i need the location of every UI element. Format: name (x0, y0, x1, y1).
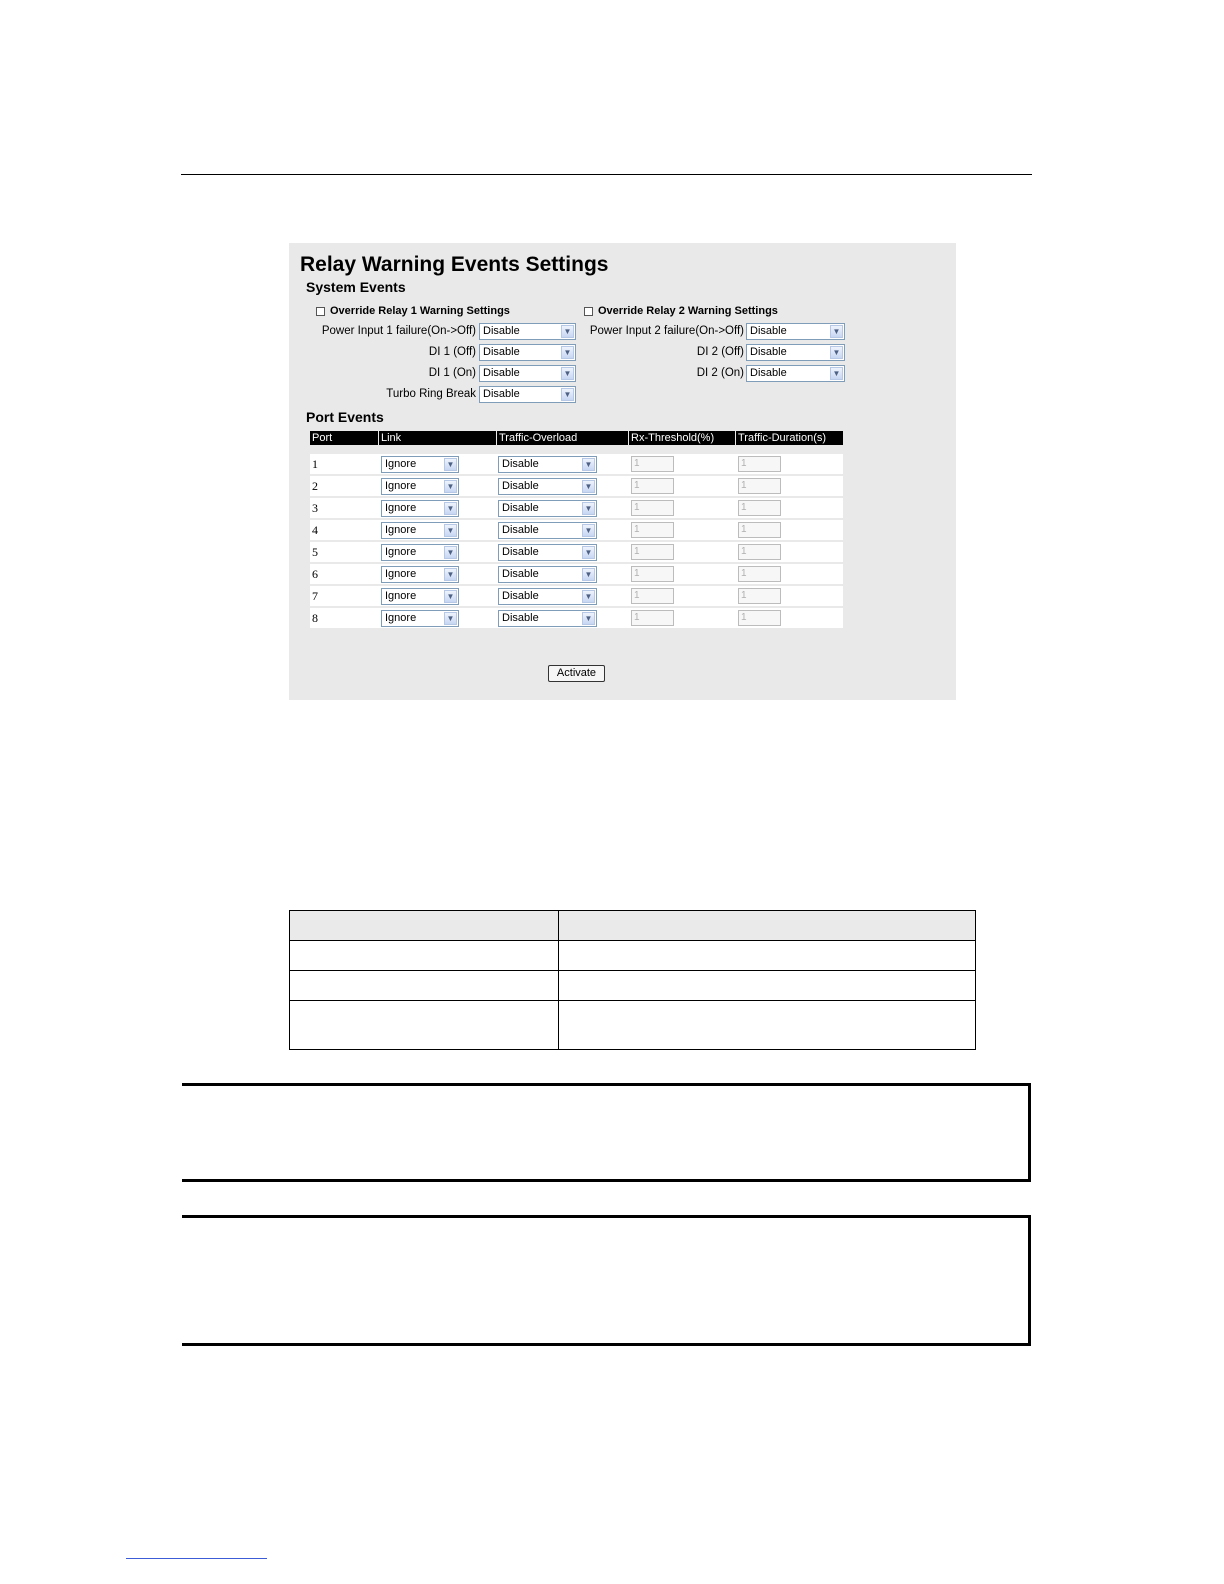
override-relay1-label: Override Relay 1 Warning Settings (330, 305, 510, 317)
traffic-overload-value: Disable (502, 524, 539, 536)
table-column-divider (558, 911, 559, 1049)
port-number: 8 (312, 611, 318, 625)
description-table (289, 910, 976, 1050)
turbo-ring-label: Turbo Ring Break (386, 388, 476, 400)
header-traffic-overload: Traffic-Overload (497, 431, 628, 445)
traffic-duration-input[interactable]: 1 (738, 588, 781, 604)
di1-on-label: DI 1 (On) (428, 367, 476, 379)
traffic-overload-value: Disable (502, 458, 539, 470)
panel-title: Relay Warning Events Settings (300, 253, 609, 276)
link-value: Ignore (385, 612, 417, 624)
activate-button[interactable]: Activate (548, 665, 605, 682)
port-events-title: Port Events (306, 409, 384, 425)
chevron-down-icon: ▼ (444, 480, 457, 493)
turbo-ring-value: Disable (483, 388, 520, 400)
rx-threshold-input[interactable]: 1 (631, 566, 674, 582)
di1-off-select[interactable] (479, 344, 576, 361)
chevron-down-icon: ▼ (582, 590, 595, 603)
rx-threshold-input[interactable]: 1 (631, 610, 674, 626)
di2-off-label: DI 2 (Off) (696, 346, 744, 358)
table-row (310, 542, 843, 562)
traffic-overload-select[interactable] (498, 522, 597, 539)
header-rule (181, 174, 1032, 175)
traffic-duration-input[interactable]: 1 (738, 456, 781, 472)
description-table-header (290, 911, 975, 940)
traffic-overload-value: Disable (502, 480, 539, 492)
power-input2-value: Disable (750, 325, 787, 337)
chevron-down-icon: ▼ (830, 325, 843, 338)
chevron-down-icon: ▼ (582, 502, 595, 515)
chevron-down-icon: ▼ (561, 388, 574, 401)
override-relay2-checkbox[interactable] (584, 307, 593, 316)
link-select[interactable] (381, 544, 459, 561)
header-traffic-duration: Traffic-Duration(s) (736, 431, 843, 445)
traffic-overload-select[interactable] (498, 610, 597, 627)
table-row (310, 498, 843, 518)
power-input1-value: Disable (483, 325, 520, 337)
table-row (310, 454, 843, 474)
link-select[interactable] (381, 566, 459, 583)
table-row (310, 608, 843, 628)
traffic-duration-input[interactable]: 1 (738, 610, 781, 626)
di2-off-select[interactable] (746, 344, 845, 361)
header-port: Port (310, 431, 378, 445)
traffic-overload-select[interactable] (498, 456, 597, 473)
link-select[interactable] (381, 478, 459, 495)
traffic-duration-input[interactable]: 1 (738, 478, 781, 494)
port-number: 5 (312, 545, 318, 559)
chevron-down-icon: ▼ (444, 568, 457, 581)
traffic-overload-value: Disable (502, 546, 539, 558)
override-relay1-checkbox[interactable] (316, 307, 325, 316)
port-number: 6 (312, 567, 318, 581)
table-divider (290, 1000, 975, 1001)
table-divider (290, 970, 975, 971)
chevron-down-icon: ▼ (561, 346, 574, 359)
traffic-overload-select[interactable] (498, 478, 597, 495)
link-value: Ignore (385, 458, 417, 470)
di1-on-value: Disable (483, 367, 520, 379)
traffic-overload-value: Disable (502, 590, 539, 602)
chevron-down-icon: ▼ (582, 458, 595, 471)
relay-warning-panel (289, 243, 956, 700)
header-rx-threshold: Rx-Threshold(%) (629, 431, 735, 445)
link-value: Ignore (385, 502, 417, 514)
table-row (310, 476, 843, 496)
chevron-down-icon: ▼ (444, 524, 457, 537)
chevron-down-icon: ▼ (582, 524, 595, 537)
chevron-down-icon: ▼ (444, 590, 457, 603)
di2-on-select[interactable] (746, 365, 845, 382)
traffic-overload-select[interactable] (498, 544, 597, 561)
chevron-down-icon: ▼ (444, 612, 457, 625)
traffic-duration-input[interactable]: 1 (738, 522, 781, 538)
di1-on-select[interactable] (479, 365, 576, 382)
traffic-duration-input[interactable]: 1 (738, 566, 781, 582)
traffic-overload-value: Disable (502, 568, 539, 580)
chevron-down-icon: ▼ (830, 346, 843, 359)
traffic-overload-select[interactable] (498, 500, 597, 517)
di2-off-value: Disable (750, 346, 787, 358)
traffic-overload-select[interactable] (498, 588, 597, 605)
table-divider (290, 940, 975, 941)
rx-threshold-input[interactable]: 1 (631, 588, 674, 604)
power-input2-select[interactable] (746, 323, 845, 340)
link-select[interactable] (381, 500, 459, 517)
link-select[interactable] (381, 610, 459, 627)
rx-threshold-input[interactable]: 1 (631, 478, 674, 494)
table-row (310, 520, 843, 540)
di2-on-value: Disable (750, 367, 787, 379)
header-link: Link (379, 431, 496, 445)
link-value: Ignore (385, 568, 417, 580)
chevron-down-icon: ▼ (830, 367, 843, 380)
table-row (310, 586, 843, 606)
traffic-overload-value: Disable (502, 612, 539, 624)
rx-threshold-input[interactable]: 1 (631, 544, 674, 560)
chevron-down-icon: ▼ (582, 480, 595, 493)
power-input2-label: Power Input 2 failure(On->Off) (589, 325, 744, 337)
chevron-down-icon: ▼ (444, 502, 457, 515)
rx-threshold-input[interactable]: 1 (631, 456, 674, 472)
traffic-duration-input[interactable]: 1 (738, 500, 781, 516)
note-box (182, 1083, 1031, 1182)
port-number: 1 (312, 457, 318, 471)
link-value: Ignore (385, 480, 417, 492)
di1-off-value: Disable (483, 346, 520, 358)
override-relay1[interactable] (316, 305, 510, 317)
port-number: 7 (312, 589, 318, 603)
di2-on-label: DI 2 (On) (696, 367, 744, 379)
chevron-down-icon: ▼ (444, 546, 457, 559)
chevron-down-icon: ▼ (582, 568, 595, 581)
chevron-down-icon: ▼ (582, 612, 595, 625)
table-row (310, 564, 843, 584)
turbo-ring-select[interactable] (479, 386, 576, 403)
link-value: Ignore (385, 590, 417, 602)
port-number: 2 (312, 479, 318, 493)
traffic-overload-value: Disable (502, 502, 539, 514)
system-events-title: System Events (306, 279, 406, 295)
override-relay2[interactable] (584, 305, 778, 317)
rx-threshold-input[interactable]: 1 (631, 500, 674, 516)
di1-off-label: DI 1 (Off) (428, 346, 476, 358)
chevron-down-icon: ▼ (561, 367, 574, 380)
chevron-down-icon: ▼ (444, 458, 457, 471)
chevron-down-icon: ▼ (561, 325, 574, 338)
power-input1-label: Power Input 1 failure(On->Off) (321, 325, 476, 337)
link-select[interactable] (381, 522, 459, 539)
footer-link-rule (126, 1558, 267, 1559)
link-select[interactable] (381, 456, 459, 473)
traffic-overload-select[interactable] (498, 566, 597, 583)
rx-threshold-input[interactable]: 1 (631, 522, 674, 538)
power-input1-select[interactable] (479, 323, 576, 340)
traffic-duration-input[interactable]: 1 (738, 544, 781, 560)
override-relay2-label: Override Relay 2 Warning Settings (598, 305, 778, 317)
port-number: 4 (312, 523, 318, 537)
link-value: Ignore (385, 524, 417, 536)
chevron-down-icon: ▼ (582, 546, 595, 559)
port-number: 3 (312, 501, 318, 515)
attention-box (182, 1215, 1031, 1346)
link-value: Ignore (385, 546, 417, 558)
link-select[interactable] (381, 588, 459, 605)
